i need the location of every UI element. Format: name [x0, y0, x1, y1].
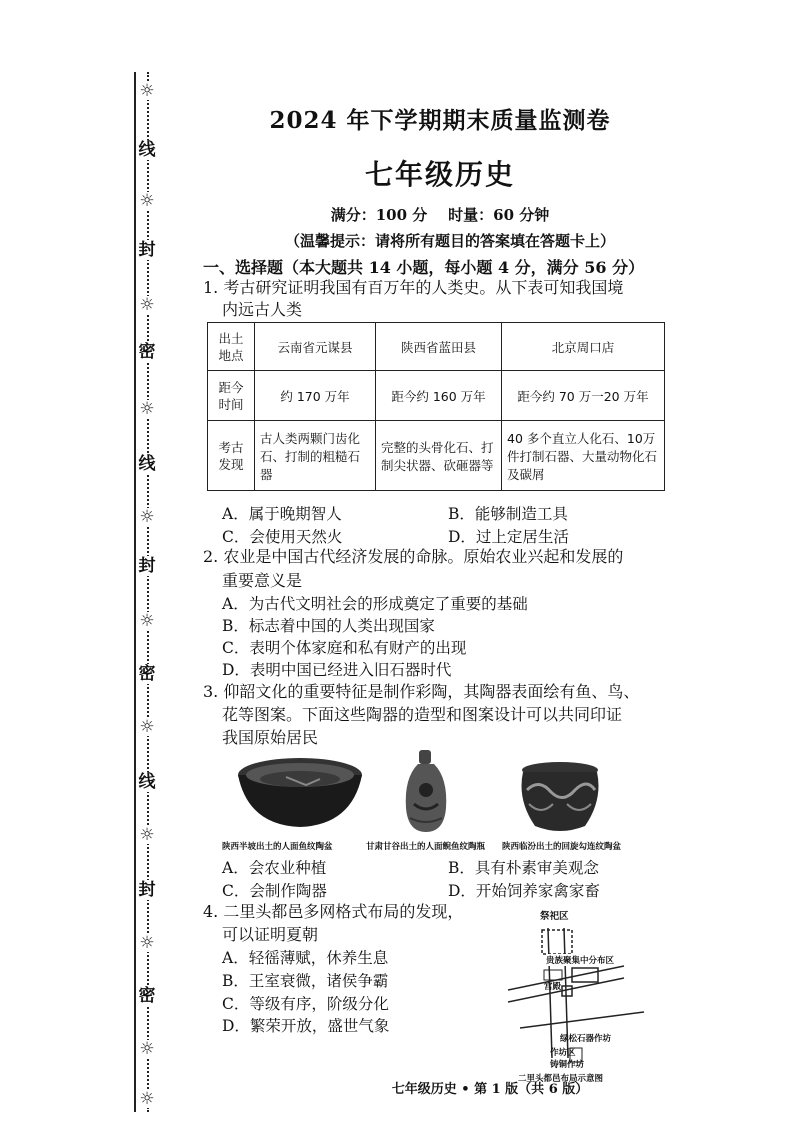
- binding-word: 线: [136, 454, 158, 474]
- binding-word: 密: [136, 342, 158, 362]
- q2-stem-line1: 2. 农业是中国古代经济发展的命脉。原始农业兴起和发展的: [203, 547, 624, 566]
- sun-icon: ☼: [139, 399, 155, 419]
- sun-icon: ☼: [139, 611, 155, 631]
- sun-icon: ☼: [139, 825, 155, 845]
- pottery-caption: 陕西临汾出土的回旋勾连纹陶盆: [502, 842, 622, 852]
- table-cell: 完整的头骨化石、打制尖状器、砍砸器等: [376, 421, 502, 491]
- map-label-workshop: 作坊区: [550, 1048, 576, 1058]
- q1-stem-line1: 1. 考古研究证明我国有百万年的人类史。从下表可知我国境: [203, 278, 624, 297]
- table-header-time: 距今时间: [208, 371, 255, 421]
- q2-option-c: C．表明个体家庭和私有财产的出现: [222, 639, 467, 657]
- q3-stem-line1: 3. 仰韶文化的重要特征是制作彩陶，其陶器表面绘有鱼、鸟、: [203, 682, 640, 701]
- map-caption: 二里头都邑布局示意图: [518, 1074, 604, 1084]
- table-cell: 古人类两颗门齿化石、打制的粗糙石器: [255, 421, 376, 491]
- table-header-place: 出土地点: [208, 323, 255, 371]
- q2-option-a: A．为古代文明社会的形成奠定了重要的基础: [222, 595, 528, 613]
- q1-option-d: D．过上定居生活: [448, 528, 569, 546]
- table-cell: 距今约 70 万一20 万年: [502, 371, 665, 421]
- map-label-bronze: 铸铜作坊: [550, 1060, 585, 1070]
- q4-option-d: D．繁荣开放，盛世气象: [222, 1017, 390, 1035]
- q4-option-a: A．轻徭薄赋，休养生息: [222, 949, 389, 967]
- table-cell: 距今约 160 万年: [376, 371, 502, 421]
- pottery-caption: 陕西半坡出土的人面鱼纹陶盆: [222, 842, 333, 852]
- q3-option-d: D．开始饲养家禽家畜: [448, 882, 600, 900]
- table-cell: 40 多个直立人化石、10万件打制石器、大量动物化石及碳屑: [502, 421, 665, 491]
- map-label-turquoise: 绿松石器作坊: [560, 1034, 612, 1044]
- binding-word: 密: [136, 986, 158, 1006]
- sun-icon: ☼: [139, 507, 155, 527]
- pottery-bottle-image: [398, 748, 454, 834]
- table-header-finds: 考古发现: [208, 421, 255, 491]
- q2-stem-line2: 重要意义是: [222, 571, 303, 590]
- map-label-palace: 宫殿: [544, 982, 562, 992]
- pottery-jar-image: [517, 760, 603, 834]
- q4-option-b: B．王室衰微，诸侯争霸: [222, 972, 389, 990]
- q1-option-c: C．会使用天然火: [222, 528, 343, 546]
- sun-icon: ☼: [139, 81, 155, 101]
- q2-option-d: D．表明中国已经进入旧石器时代: [222, 661, 452, 679]
- binding-word: 密: [136, 664, 158, 684]
- section-heading: 一、选择题（本大题共 14 小题，每小题 4 分，满分 56 分）: [203, 258, 645, 277]
- page-footer: 七年级历史 • 第 1 版（共 6 版）: [391, 1082, 589, 1097]
- q4-stem-line2: 可以证明夏朝: [222, 925, 319, 944]
- binding-word: 封: [136, 880, 158, 900]
- score-time: 满分：100 分 时量：60 分钟: [330, 206, 550, 224]
- map-label-nobles: 贵族聚集中分布区: [546, 956, 615, 966]
- q1-stem-line2: 内远古人类: [222, 300, 303, 319]
- table-cell: 约 170 万年: [255, 371, 376, 421]
- table-cell: 陕西省蓝田县: [376, 323, 502, 371]
- q1-option-b: B．能够制造工具: [448, 505, 568, 523]
- q3-stem-line2: 花等图案。下面这些陶器的造型和图案设计可以共同印证: [222, 705, 623, 724]
- sun-icon: ☼: [139, 933, 155, 953]
- q1-table: [207, 322, 665, 491]
- q4-stem-line1: 4. 二里头都邑多网格式布局的发现，: [203, 902, 464, 921]
- pottery-basin-image: [236, 755, 364, 833]
- q3-option-b: B．具有朴素审美观念: [448, 859, 599, 877]
- binding-word: 封: [136, 556, 158, 576]
- q3-stem-line3: 我国原始居民: [222, 728, 319, 747]
- reminder: （温馨提示：请将所有题目的答案填在答题卡上）: [284, 232, 615, 250]
- table-cell: 北京周口店: [502, 323, 665, 371]
- binding-word: 线: [136, 772, 158, 792]
- exam-title: 2024 年下学期期末质量监测卷: [269, 107, 611, 134]
- binding-word: 线: [136, 140, 158, 160]
- sun-icon: ☼: [139, 717, 155, 737]
- exam-subject: 七年级历史: [364, 158, 515, 191]
- pottery-caption: 甘肃甘谷出土的人面鲵鱼纹陶瓶: [366, 842, 486, 852]
- q2-option-b: B．标志着中国的人类出现国家: [222, 617, 435, 635]
- q3-option-a: A．会农业种植: [222, 859, 327, 877]
- erlitou-layout-map: [504, 908, 654, 1084]
- table-cell: 云南省元谋县: [255, 323, 376, 371]
- sun-icon: ☼: [139, 295, 155, 315]
- q3-option-c: C．会制作陶器: [222, 882, 327, 900]
- q4-option-c: C．等级有序，阶级分化: [222, 995, 389, 1013]
- q1-option-a: A．属于晚期智人: [222, 505, 342, 523]
- sun-icon: ☼: [139, 1089, 155, 1109]
- sun-icon: ☼: [139, 1039, 155, 1059]
- binding-word: 封: [136, 240, 158, 260]
- sun-icon: ☼: [139, 191, 155, 211]
- map-label-sacrifice: 祭祀区: [540, 911, 569, 922]
